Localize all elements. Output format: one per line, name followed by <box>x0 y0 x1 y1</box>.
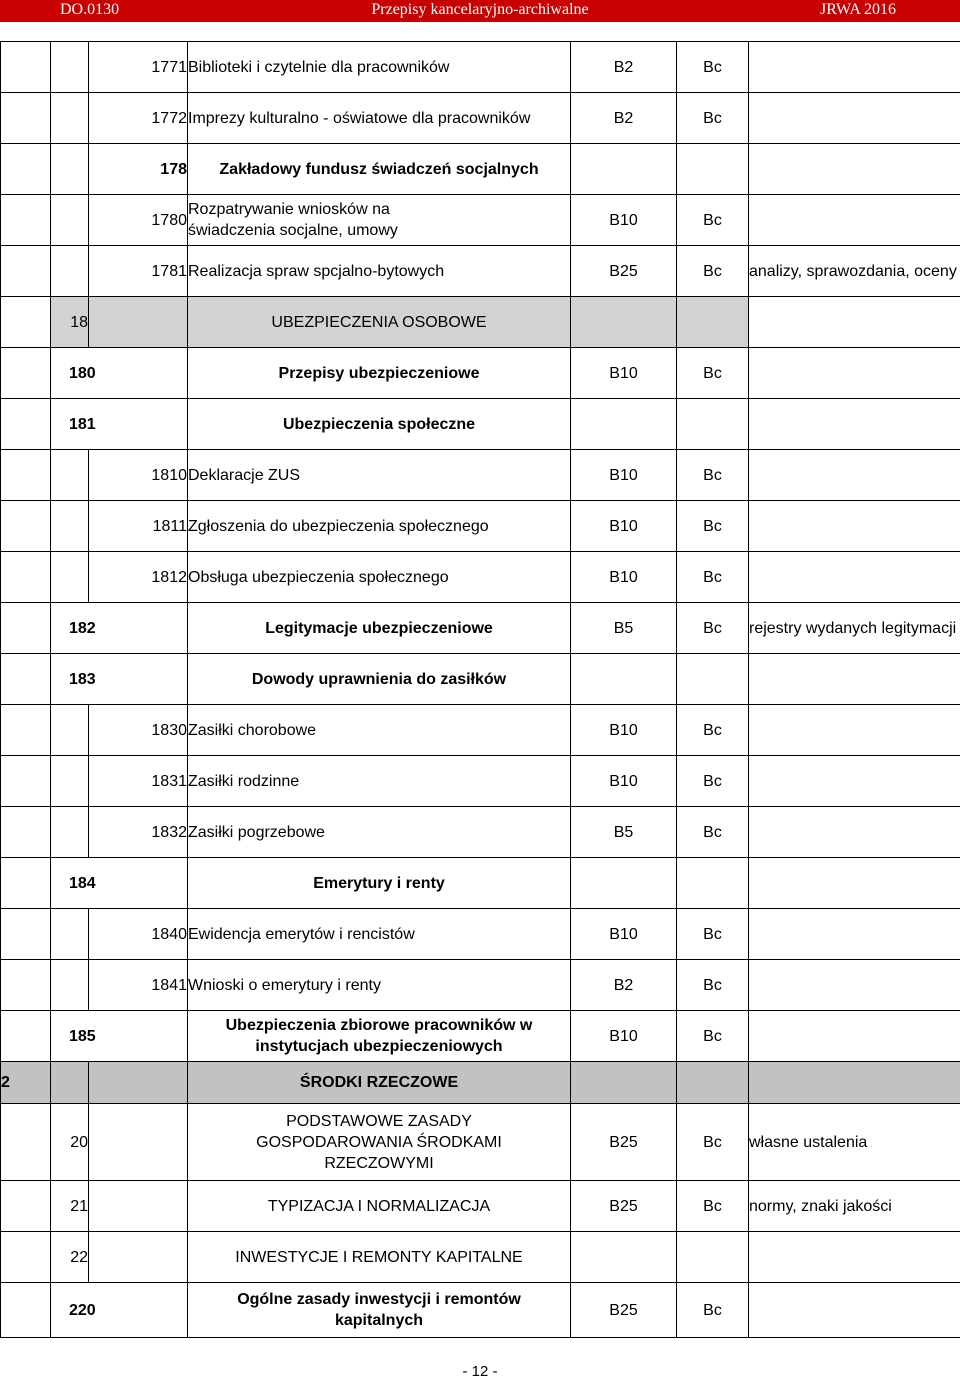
row-name: Zasiłki pogrzebowe <box>188 807 571 858</box>
document-title: Przepisy kancelaryjno-archiwalne <box>371 1 589 18</box>
table-row <box>1 1232 960 1283</box>
row-category: B5 <box>571 807 677 858</box>
row-code: 182 <box>51 603 188 654</box>
row-note <box>749 1011 960 1062</box>
row-category-other: Bc <box>677 909 749 960</box>
row-name: Zgłoszenia do ubezpieczenia społecznego <box>188 501 571 552</box>
row-code: 1811 <box>89 501 188 552</box>
row-name: Ewidencja emerytów i rencistów <box>188 909 571 960</box>
document-version: JRWA 2016 <box>819 1 896 18</box>
row-note <box>749 909 960 960</box>
page-header-bar <box>0 0 960 22</box>
table-row <box>1 1104 960 1181</box>
row-name: Deklaracje ZUS <box>188 450 571 501</box>
row-category-other: Bc <box>677 42 749 93</box>
row-name: Imprezy kulturalno - oświatowe dla pracowników <box>188 93 571 144</box>
table-row <box>1 552 960 603</box>
row-category <box>571 1232 677 1283</box>
row-category: B2 <box>571 93 677 144</box>
row-category: B10 <box>571 501 677 552</box>
row-code: 2 <box>1 1062 51 1104</box>
row-category-other <box>677 1232 749 1283</box>
row-category-other: Bc <box>677 450 749 501</box>
row-name: ŚRODKI RZECZOWE <box>188 1062 571 1104</box>
table-row <box>1 960 960 1011</box>
row-note <box>749 1232 960 1283</box>
table-row <box>1 705 960 756</box>
row-name: Zasiłki rodzinne <box>188 756 571 807</box>
row-code: 184 <box>51 858 188 909</box>
row-code: 183 <box>51 654 188 705</box>
row-note <box>749 654 960 705</box>
table-row <box>1 195 960 246</box>
row-category: B10 <box>571 705 677 756</box>
row-category: B2 <box>571 42 677 93</box>
row-note <box>749 399 960 450</box>
classification-table <box>0 41 960 1338</box>
row-note <box>749 807 960 858</box>
table-row <box>1 603 960 654</box>
table-row <box>1 450 960 501</box>
row-code: 220 <box>51 1283 188 1338</box>
row-name: Dowody uprawnienia do zasiłków <box>188 654 571 705</box>
table-row <box>1 297 960 348</box>
row-category-other: Bc <box>677 1283 749 1338</box>
row-note: rejestry wydanych legitymacji <box>749 603 960 654</box>
row-note <box>749 144 960 195</box>
row-category-other <box>677 144 749 195</box>
row-category <box>571 297 677 348</box>
row-code: 1840 <box>89 909 188 960</box>
row-name: Rozpatrywanie wniosków na świadczenia socjalne, umowy <box>188 195 571 246</box>
row-category <box>571 399 677 450</box>
row-note <box>749 1062 960 1104</box>
row-note <box>749 1283 960 1338</box>
table-row <box>1 399 960 450</box>
row-code: 21 <box>51 1181 89 1232</box>
row-category <box>571 144 677 195</box>
row-code: 1832 <box>89 807 188 858</box>
row-category-other: Bc <box>677 552 749 603</box>
row-code: 1781 <box>89 246 188 297</box>
row-category <box>571 858 677 909</box>
row-category: B10 <box>571 1011 677 1062</box>
row-note <box>749 93 960 144</box>
row-code: 178 <box>89 144 188 195</box>
table-row <box>1 1181 960 1232</box>
row-name: Emerytury i renty <box>188 858 571 909</box>
row-note <box>749 501 960 552</box>
row-code: 180 <box>51 348 188 399</box>
row-name: Wnioski o emerytury i renty <box>188 960 571 1011</box>
row-category: B10 <box>571 195 677 246</box>
table-row <box>1 756 960 807</box>
row-note <box>749 195 960 246</box>
row-category-other <box>677 1062 749 1104</box>
row-category-other <box>677 297 749 348</box>
row-name: Biblioteki i czytelnie dla pracowników <box>188 42 571 93</box>
table-row <box>1 807 960 858</box>
table-row <box>1 909 960 960</box>
page-number: - 12 - <box>462 1363 498 1379</box>
row-category-other: Bc <box>677 348 749 399</box>
row-category-other: Bc <box>677 756 749 807</box>
row-note <box>749 960 960 1011</box>
row-name: INWESTYCJE I REMONTY KAPITALNE <box>188 1232 571 1283</box>
row-category: B10 <box>571 552 677 603</box>
row-code: 1830 <box>89 705 188 756</box>
row-note <box>749 348 960 399</box>
table-row <box>1 246 960 297</box>
row-code: 1780 <box>89 195 188 246</box>
row-category-other: Bc <box>677 1181 749 1232</box>
row-name: Ogólne zasady inwestycji i remontów kapitalnych <box>188 1283 571 1338</box>
table-row <box>1 1062 960 1104</box>
table-row <box>1 42 960 93</box>
row-note <box>749 297 960 348</box>
row-name: PODSTAWOWE ZASADY GOSPODAROWANIA ŚRODKAMI RZECZOWYMI <box>188 1104 571 1181</box>
table-row <box>1 1283 960 1338</box>
row-code: 1831 <box>89 756 188 807</box>
row-category: B5 <box>571 603 677 654</box>
row-note: analizy, sprawozdania, oceny <box>749 246 960 297</box>
row-note: normy, znaki jakości <box>749 1181 960 1232</box>
row-name: Ubezpieczenia społeczne <box>188 399 571 450</box>
row-category: B10 <box>571 756 677 807</box>
table-row <box>1 93 960 144</box>
table-row <box>1 858 960 909</box>
row-note <box>749 858 960 909</box>
row-name: Zakładowy fundusz świadczeń socjalnych <box>188 144 571 195</box>
row-name: Ubezpieczenia zbiorowe pracowników w instytucjach ubezpieczeniowych <box>188 1011 571 1062</box>
row-category-other: Bc <box>677 1011 749 1062</box>
row-name: Legitymacje ubezpieczeniowe <box>188 603 571 654</box>
row-category: B25 <box>571 246 677 297</box>
row-category-other: Bc <box>677 705 749 756</box>
row-category: B25 <box>571 1283 677 1338</box>
row-name: Zasiłki chorobowe <box>188 705 571 756</box>
row-note <box>749 450 960 501</box>
row-note <box>749 705 960 756</box>
row-name: Przepisy ubezpieczeniowe <box>188 348 571 399</box>
row-name: UBEZPIECZENIA OSOBOWE <box>188 297 571 348</box>
row-name: TYPIZACJA I NORMALIZACJA <box>188 1181 571 1232</box>
row-code: 1812 <box>89 552 188 603</box>
row-category-other <box>677 858 749 909</box>
table-row <box>1 1011 960 1062</box>
row-code: 18 <box>51 297 89 348</box>
row-category: B10 <box>571 909 677 960</box>
row-note <box>749 756 960 807</box>
row-code: 20 <box>51 1104 89 1181</box>
table-row <box>1 348 960 399</box>
table-row <box>1 144 960 195</box>
row-category-other <box>677 654 749 705</box>
row-name: Realizacja spraw spcjalno-bytowych <box>188 246 571 297</box>
row-category: B10 <box>571 450 677 501</box>
row-category: B25 <box>571 1104 677 1181</box>
row-category-other: Bc <box>677 93 749 144</box>
table-row <box>1 654 960 705</box>
row-note <box>749 42 960 93</box>
row-code: 1771 <box>89 42 188 93</box>
row-name: Obsługa ubezpieczenia społecznego <box>188 552 571 603</box>
row-category-other: Bc <box>677 1104 749 1181</box>
row-note: własne ustalenia <box>749 1104 960 1181</box>
row-code: 181 <box>51 399 188 450</box>
row-category: B2 <box>571 960 677 1011</box>
document-code: DO.0130 <box>60 1 120 18</box>
row-code: 185 <box>51 1011 188 1062</box>
row-category-other: Bc <box>677 195 749 246</box>
row-code: 22 <box>51 1232 89 1283</box>
row-category <box>571 1062 677 1104</box>
row-code: 1772 <box>89 93 188 144</box>
row-category <box>571 654 677 705</box>
row-category-other: Bc <box>677 246 749 297</box>
row-code: 1841 <box>89 960 188 1011</box>
row-category: B25 <box>571 1181 677 1232</box>
row-category-other: Bc <box>677 603 749 654</box>
row-category-other: Bc <box>677 501 749 552</box>
table-row <box>1 501 960 552</box>
row-code: 1810 <box>89 450 188 501</box>
row-category: B10 <box>571 348 677 399</box>
row-category-other <box>677 399 749 450</box>
row-category-other: Bc <box>677 960 749 1011</box>
row-note <box>749 552 960 603</box>
row-category-other: Bc <box>677 807 749 858</box>
